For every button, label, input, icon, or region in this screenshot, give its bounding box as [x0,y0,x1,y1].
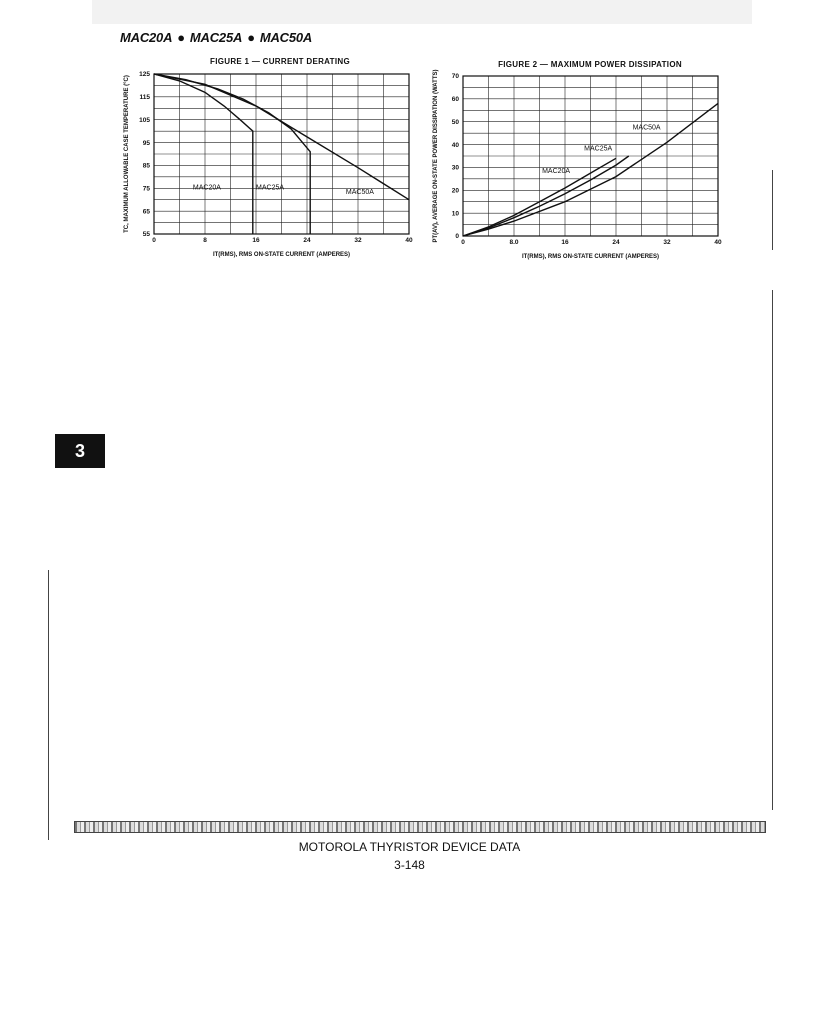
y-tick-label: 85 [142,162,150,170]
series-label-mac25a: MAC25A [584,145,613,153]
y-tick-label: 40 [451,141,459,149]
header-part-3: MAC50A [259,30,313,45]
page-header [120,30,312,45]
header-separator-2: ● [247,30,255,45]
series-label-mac20a: MAC20A [192,184,221,192]
y-tick-label: 95 [142,139,150,147]
x-axis-label: IT(RMS), RMS ON-STATE CURRENT (AMPERES) [521,254,660,260]
x-tick-label: 8.0 [509,239,519,246]
y-tick-label: 50 [451,118,459,126]
x-tick-label: 8 [203,237,207,244]
y-tick-label: 30 [451,164,459,172]
x-axis-label: IT(RMS), RMS ON-STATE CURRENT (AMPERES) [212,252,351,258]
x-tick-label: 0 [152,237,156,244]
footer-rule [74,821,766,833]
y-tick-label: 0 [455,233,459,241]
figure-1-current-derating-chart [112,66,422,262]
x-tick-label: 24 [612,239,620,246]
x-tick-label: 16 [252,237,260,244]
y-axis-label: PT(AV), AVERAGE ON-STATE POWER DISSIPATION (WATTS) [433,69,439,243]
section-tab: 3 [55,434,105,468]
x-tick-label: 32 [354,237,362,244]
page-number: 3-148 [394,858,425,872]
header-separator-1: ● [177,30,185,45]
y-tick-label: 10 [451,210,459,218]
y-tick-label: 20 [451,187,459,195]
x-tick-label: 0 [461,239,465,246]
figure-2-power-dissipation-chart [425,68,735,264]
figure-2-title: FIGURE 2 — MAXIMUM POWER DISSIPATION [498,60,682,69]
edge-mark-right-1 [772,170,773,250]
footer-title: MOTOROLA THYRISTOR DEVICE DATA [298,840,521,854]
y-tick-label: 75 [142,185,150,193]
y-tick-label: 65 [142,208,150,216]
x-tick-label: 32 [663,239,671,246]
series-label-mac20a: MAC20A [542,168,571,176]
y-tick-label: 60 [451,96,459,104]
top-scan-band [92,0,752,24]
series-label-mac50a: MAC50A [345,189,374,196]
x-tick-label: 40 [714,239,722,246]
figure-1-title: FIGURE 1 — CURRENT DERATING [210,57,350,66]
x-tick-label: 40 [405,237,413,244]
edge-mark-right-2 [772,290,773,810]
y-tick-label: 70 [451,73,459,81]
y-tick-label: 125 [139,71,150,79]
y-tick-label: 105 [139,116,150,124]
header-part-1: MAC20A [120,30,173,45]
edge-mark-left [48,570,49,840]
series-label-mac25a: MAC25A [256,184,285,192]
series-label-mac50a: MAC50A [632,124,661,132]
y-tick-label: 55 [142,231,150,239]
x-tick-label: 24 [303,237,311,244]
y-tick-label: 115 [139,94,150,102]
header-part-2: MAC25A [189,30,243,45]
y-axis-label: TC, MAXIMUM ALLOWABLE CASE TEMPERATURE (°C) [124,75,130,233]
x-tick-label: 16 [561,239,569,246]
